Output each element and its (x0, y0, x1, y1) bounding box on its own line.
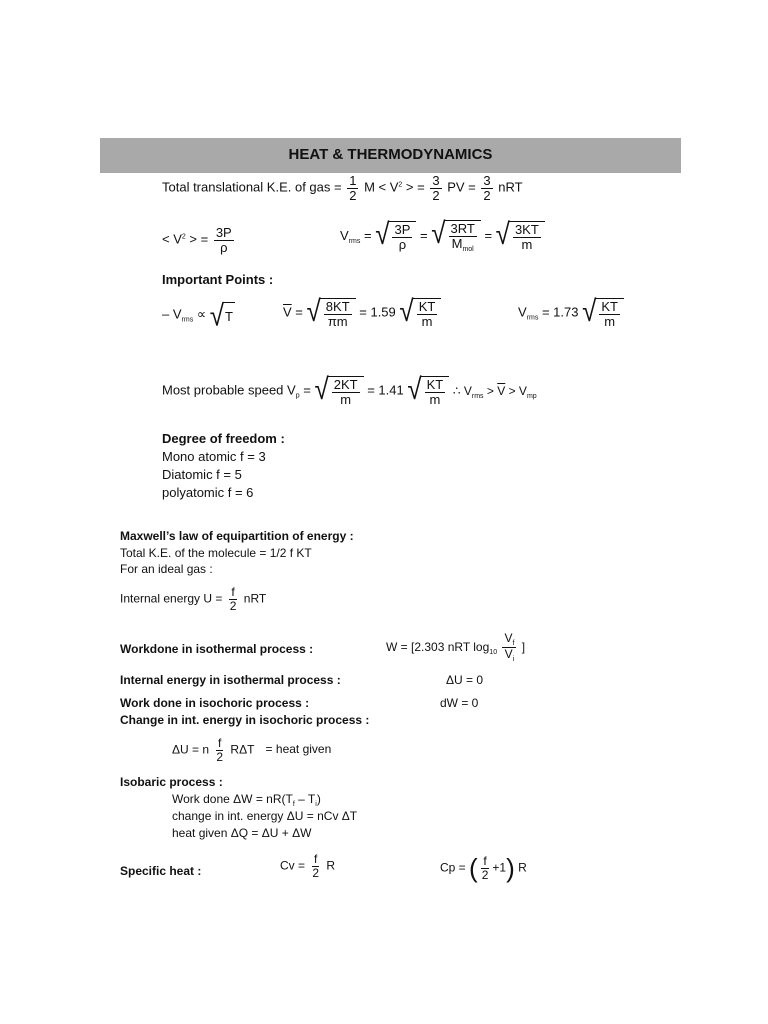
sqrt-symbol: √ $\frac{3P}{\rho}$ (375, 221, 416, 251)
vsq-formula: < $V^2$ > = $\frac{3P}{\rho}$ (162, 225, 232, 255)
isothermal-work-label: Workdone in isothermal process : (120, 642, 314, 656)
isothermal-internal-value: ΔU = 0 (446, 673, 484, 687)
specific-heat-label: Specific heat : (120, 864, 202, 878)
cv-formula: Cv = $\frac{f}{2}$ R (280, 852, 336, 880)
important-points-formulas: – $V_{rms}$ ∝ √ T (162, 297, 233, 333)
sqrt-symbol: √ $\frac{KT}{m}$ (407, 376, 449, 406)
maxwell-heading: Maxwell’s law of equipartition of energy : (120, 529, 354, 543)
dof-poly: polyatomic f = 6 (162, 485, 254, 500)
fraction: $\frac{3}{2}$ (483, 173, 491, 203)
maxwell-line1: Total K.E. of the molecule = 1/2 f KT (120, 546, 312, 560)
isochoric-du-formula: ΔU = n $\frac{f}{2}$ RΔT = heat given (172, 736, 332, 764)
sqrt-symbol: √ T (209, 297, 233, 333)
most-probable-speed: Most probable speed $V_p$ = √ $\frac{2KT}{m}$ = 1.41 √ $\frac{KT}{m}$ ∴ $V_{rms} > \overline{V} > V_{mp}$ (162, 371, 537, 407)
isobaric-heat: heat given ΔQ = ΔU + ΔW (172, 826, 312, 840)
vrms-value-formula: $V_{rms} = 1.73$ √ $\frac{KT}{m}$ (518, 298, 624, 328)
sqrt-symbol: √ $\frac{3RT}{M_{mol}}$ (431, 220, 481, 253)
fraction: $\frac{V_f}{V_i}$ (504, 631, 515, 664)
dof-di: Diatomic f = 5 (162, 467, 242, 482)
isochoric-work-label: Work done in isochoric process : (120, 696, 310, 710)
dof-heading: Degree of freedom : (162, 431, 285, 446)
internal-energy-formula: Internal energy U = $\frac{f}{2}$ nRT (120, 585, 267, 613)
maxwell-line2: For an ideal gas : (120, 562, 213, 576)
isothermal-work-formula: W = [2.303 nRT $\log_{10}$ $\frac{V_f}{V_i}$ ] (386, 631, 526, 664)
important-points-heading: Important Points : (162, 272, 274, 287)
fraction: $\frac{f}{2}$ (312, 852, 320, 880)
isothermal-internal-label: Internal energy in isothermal process : (120, 673, 341, 687)
section-title: HEAT & THERMODYNAMICS (288, 146, 493, 163)
ke-formula: Total translational K.E. of gas = $\frac{1}{2}$ $M < V^2$ > = $\frac{3}{2}$ PV = $\frac{3}{2}$ nRT (162, 173, 523, 203)
sqrt-symbol: √ $\frac{KT}{m}$ (399, 298, 441, 328)
sqrt-symbol: √ $\frac{8KT}{\pi m}$ (307, 298, 356, 328)
sqrt-symbol: √ $\frac{KT}{m}$ (582, 298, 624, 328)
cp-formula: Cp = ( $\frac{f}{2}$ +1) R (440, 853, 527, 883)
fraction: $\frac{1}{2}$ (349, 173, 357, 203)
isobaric-heading: Isobaric process : (120, 775, 223, 789)
fraction: $\frac{f}{2}$ (216, 736, 224, 764)
fraction: $\frac{f}{2}$ (229, 585, 237, 613)
vrms-formula: $V_{rms}$ = √ $\frac{3P}{\rho}$ = √ $\frac{3RT}{M_{mol}}$ = √ $\frac{3KT}{m}$ (340, 220, 545, 253)
fraction: $\frac{3}{2}$ (432, 173, 440, 203)
section-header (100, 138, 681, 173)
mean-speed-formula: $\overline{V}$ = √ $\frac{8KT}{\pi m}$ = 1.59 √ $\frac{KT}{m}$ (283, 298, 441, 328)
isobaric-change: change in int. energy ΔU = nCv ΔT (172, 809, 358, 823)
isochoric-work-value: dW = 0 (440, 696, 479, 710)
sqrt-symbol: √ $\frac{3KT}{m}$ (496, 221, 545, 251)
sqrt-symbol: √ $\frac{2KT}{m}$ (314, 376, 363, 406)
isochoric-change-label: Change in int. energy in isochoric process : (120, 713, 370, 727)
isobaric-work: Work done $\Delta W = nR(T_f - T_i)$ (172, 792, 321, 808)
fraction: $\frac{f}{2}$ (481, 854, 489, 882)
fraction: $\frac{3P}{\rho}$ (215, 225, 232, 255)
dof-mono: Mono atomic f = 3 (162, 449, 266, 464)
